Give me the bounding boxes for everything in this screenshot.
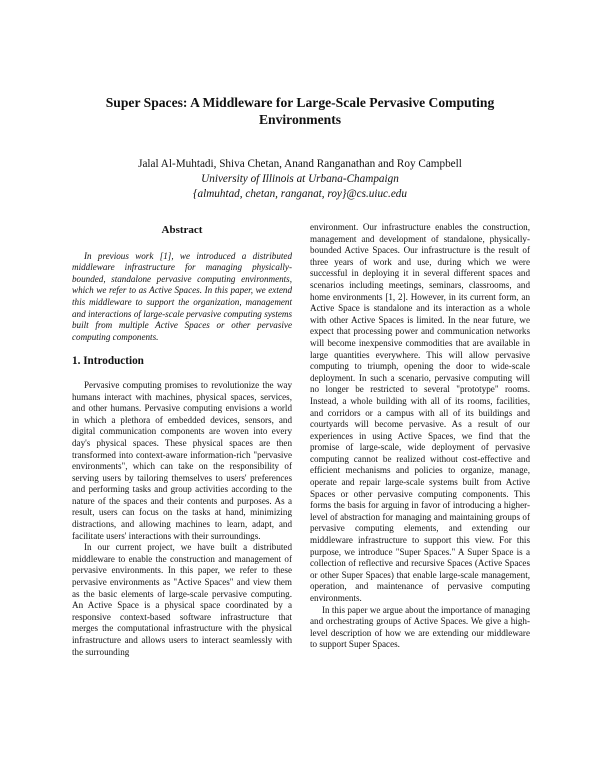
- title-line-2: Environments: [258, 112, 342, 127]
- author-names: Jalal Al-Muhtadi, Shiva Chetan, Anand Ranganathan and Roy Campbell: [138, 158, 462, 170]
- abstract-heading: Abstract: [161, 224, 203, 236]
- intro-paragraph-3: In this paper we argue about the importance of managing and orchestrating groups of Active Spaces. We give a high-level description of how we are extending our middleware to support Super Spaces.: [310, 604, 530, 650]
- paper-title: [60, 94, 540, 128]
- author-affiliation: University of Illinois at Urbana-Champaign: [201, 173, 399, 185]
- intro-paragraph-1: Pervasive computing promises to revolutionize the way humans interact with machines, physical spaces, services, and other humans. Pervasive computing envisions a world in which a plethora of embedded devices, sensors, and digital communication components are woven into every day's physical spaces. These physical spaces are then transformed into context-aware information-rich "pervasive environments", which can take on the responsibility of serving users by tailoring themselves to users' preferences and performing tasks and group activities according to the nature of the spaces and their contents and purposes. As a result, users can focus on the tasks at hand, minimizing distractions, and allowing machines to learn, adapt, and facilitate users' interactions with their surroundings.: [72, 379, 292, 541]
- intro-paragraph-2-continued: environment. Our infrastructure enables the construction, management and development of standalone, physically-bounded Active Spaces. Our infrastructure is the result of three years of work and use, during which we were successful in deploying it in several different spaces and scenarios including meetings, seminars, classrooms, and home environments [1, 2]. However, in its current form, an Active Space is standalone and its interaction as a whole with other Active Spaces is limited. In the near future, we expect that processing power and communication networks will become inexpensive commodities that are available in large quantities everywhere. This will allow pervasive computing to triumph, opening the door to wide-scale deployment. In such a scenario, pervasive computing will no longer be restricted to several "prototype" rooms. Instead, a whole building with all of its rooms, facilities, and corridors or a campus with all of its buildings and courtyards will become pervasive. As a result of our experiences in using Active Spaces, we find that the promise of large-scale, wide deployment of pervasive computing cannot be realized without cost-effective and efficient mechanisms and policies to organize, manage, operate and repair large-scale systems built from Active Spaces or other pervasive computing components. This forms the basis for arguing in favor of introducing a higher-level of abstraction for managing and maintaining groups of pervasive computing elements, and extending our middleware infrastructure to support this view. For this purpose, we introduce "Super Spaces." A Super Space is a collection of reflective and recursive Spaces (Active Spaces or other Super Spaces) that enable large-scale management, operation, and maintenance of pervasive computing environments.: [310, 222, 530, 603]
- right-column: [310, 222, 530, 651]
- abstract-text: In previous work [1], we introduced a distributed middleware infrastructure for managing physically-bounded, standalone pervasive computing environments, which we refer to as Active Spaces. In this paper, we extend this middleware to support the organization, management and interactions of large-scale pervasive computing systems built from multiple Active Spaces or other pervasive computing components.: [72, 250, 292, 342]
- title-line-1: Super Spaces: A Middleware for Large-Scale Pervasive Computing: [105, 95, 495, 110]
- author-emails: {almuhtad, chetan, ranganat, roy}@cs.uiuc.edu: [193, 188, 407, 200]
- left-column: [72, 222, 292, 658]
- introduction-heading: 1. Introduction: [72, 355, 144, 368]
- author-block: [60, 157, 540, 202]
- intro-paragraph-2-start: In our current project, we have built a distributed middleware to enable the construction and management of pervasive environments. In this paper, we refer to these pervasive environments as "Active Spaces" and view them as the basic elements of large-scale pervasive computing. An Active Space is a physical space coordinated by a responsive context-based software infrastructure that merges the computational infrastructure with the physical infrastructure and allows users to interact seamlessly with the surrounding: [72, 542, 292, 657]
